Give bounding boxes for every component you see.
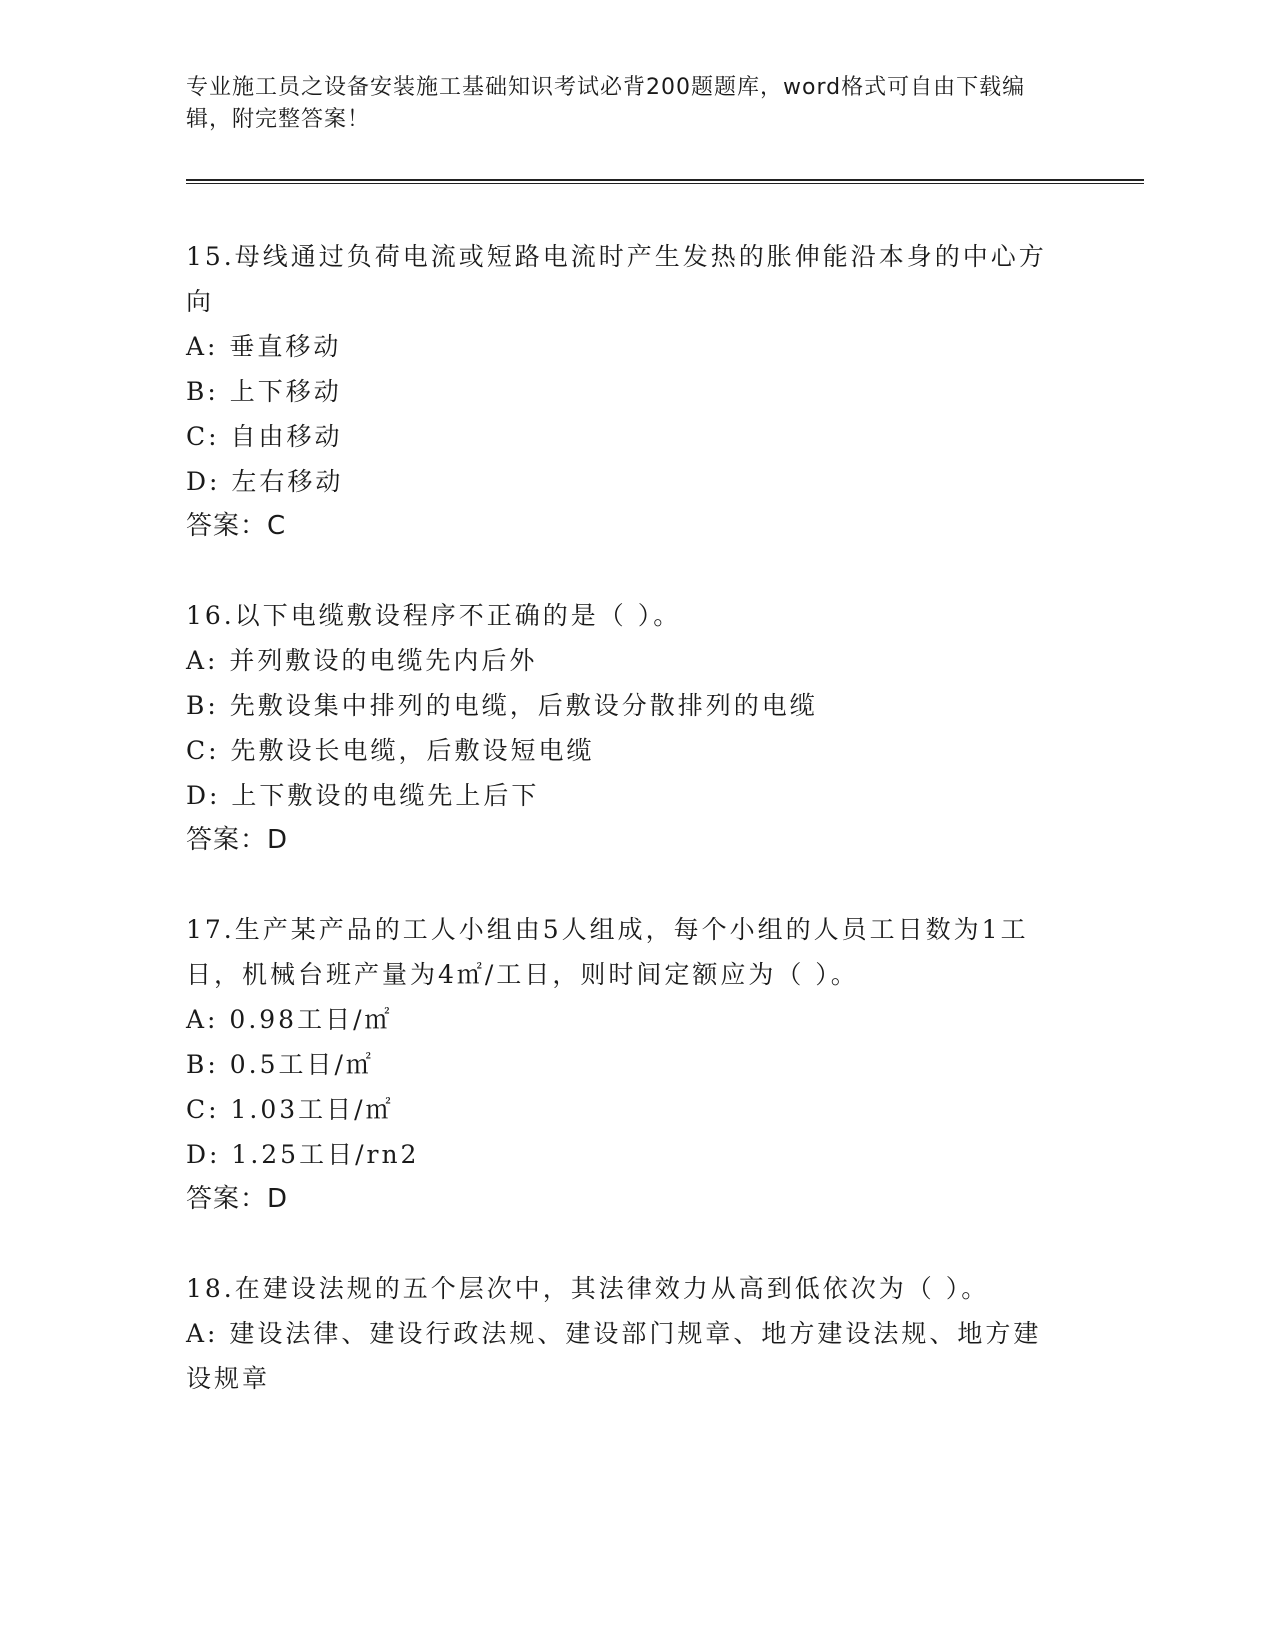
option-a: A: 0.98工日/㎡ <box>186 1005 393 1034</box>
option-d: D: 上下敷设的电缆先上后下 <box>186 781 540 810</box>
option-a: A: 垂直移动 <box>186 332 342 361</box>
question-list <box>186 234 1146 1401</box>
question-text: 18.在建设法规的五个层次中，其法律效力从高到低依次为（ ）。 <box>186 1274 990 1303</box>
answer-value: C <box>267 511 287 541</box>
question-text: 16.以下电缆敷设程序不正确的是（ ）。 <box>186 601 682 630</box>
option-b: B: 0.5工日/㎡ <box>186 1050 374 1079</box>
question-18 <box>186 1266 1146 1401</box>
document-page <box>186 72 1146 1445</box>
header-rule <box>186 179 1144 184</box>
document-header: 专业施工员之设备安装施工基础知识考试必背200题题库，word格式可自由下载编辑，附完整答案！ <box>186 75 1026 132</box>
option-c: C: 自由移动 <box>186 422 343 451</box>
answer-label: 答案： <box>186 825 268 855</box>
option-b: B: 先敷设集中排列的电缆，后敷设分散排列的电缆 <box>186 691 818 720</box>
question-text: 17.生产某产品的工人小组由5人组成，每个小组的人员工日数为1工日，机械台班产量为4㎡/工日，则时间定额应为（ ）。 <box>186 915 1029 989</box>
answer-line <box>186 818 1146 863</box>
option-c: C: 1.03工日/㎡ <box>186 1095 394 1124</box>
answer-line <box>186 1177 1146 1222</box>
answer-line <box>186 504 1146 549</box>
option-b: B: 上下移动 <box>186 377 342 406</box>
option-a: A: 建设法律、建设行政法规、建设部门规章、地方建设法规、地方建设规章 <box>186 1319 1042 1393</box>
option-c: C: 先敷设长电缆，后敷设短电缆 <box>186 736 595 765</box>
question-16 <box>186 593 1146 863</box>
option-a: A: 并列敷设的电缆先内后外 <box>186 646 538 675</box>
option-d: D: 左右移动 <box>186 467 344 496</box>
answer-label: 答案： <box>186 511 268 541</box>
question-17 <box>186 907 1146 1222</box>
answer-value: D <box>267 1184 289 1214</box>
question-15 <box>186 234 1146 549</box>
answer-value: D <box>267 825 289 855</box>
question-text: 15.母线通过负荷电流或短路电流时产生发热的胀伸能沿本身的中心方向 <box>186 242 1047 316</box>
answer-label: 答案： <box>186 1184 268 1214</box>
option-d: D: 1.25工日/rn2 <box>186 1140 420 1169</box>
